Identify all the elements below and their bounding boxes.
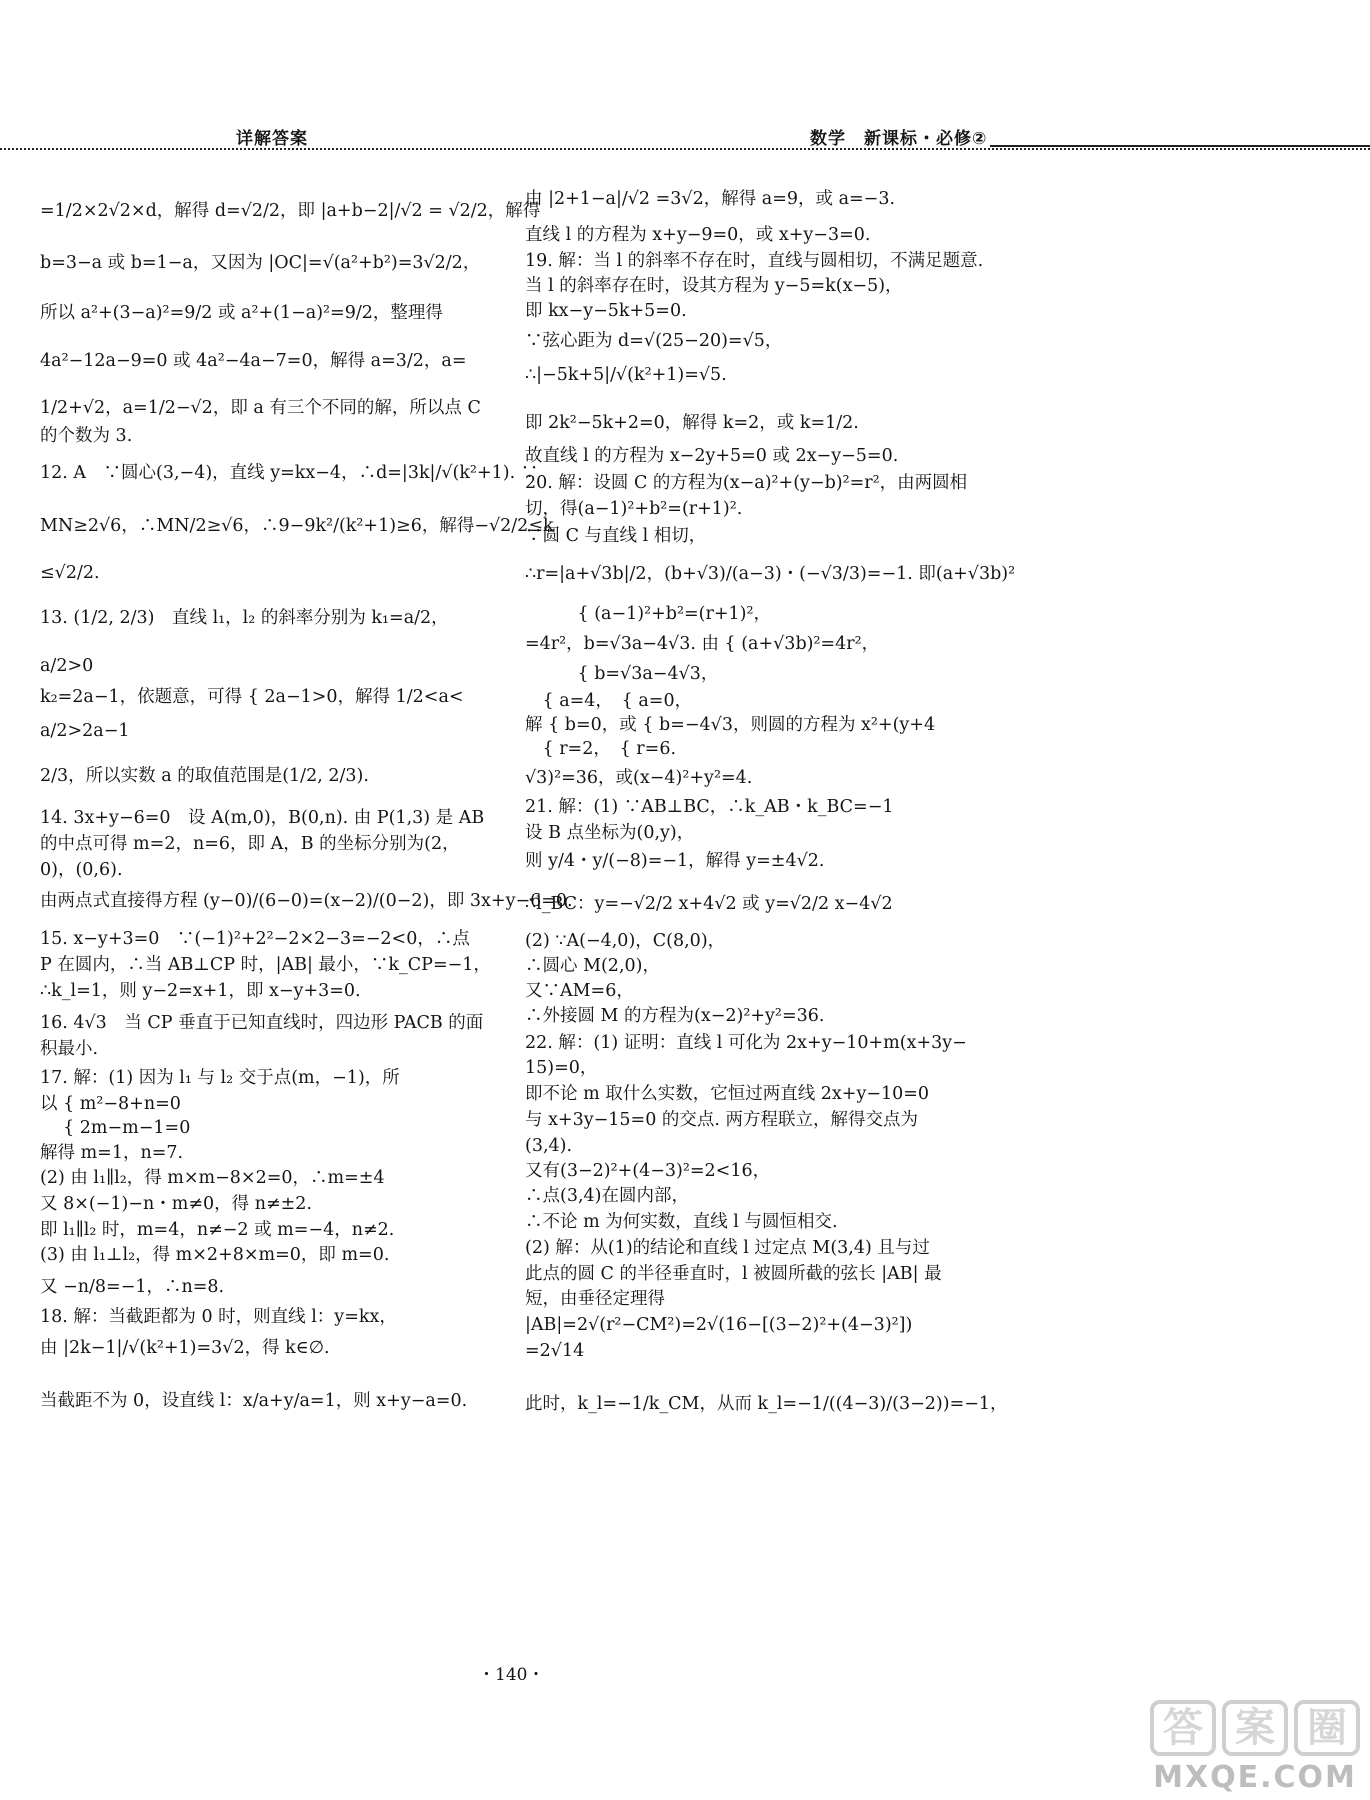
right-line-5: 即 kx−y−5k+5=0. — [525, 301, 687, 321]
left-line-11: a/2>0 — [40, 656, 94, 676]
left-line-2: b=3−a 或 b=1−a，又因为 |OC|=√(a²+b²)=3√2/2， — [40, 253, 481, 273]
right-line-21: 21. 解：(1) ∵AB⊥BC，∴k_AB・k_BC=−1 — [525, 797, 894, 817]
right-line-33: (3,4). — [525, 1136, 573, 1156]
left-line-19: 15. x−y+3=0 ∵(−1)²+2²−2×2−3=−2<0，∴点 — [40, 929, 470, 949]
right-line-27: 又∵AM=6， — [525, 981, 634, 1001]
right-line-20: √3)²=36，或(x−4)²+y²=4. — [525, 768, 753, 788]
right-line-6: ∵弦心距为 d=√(25−20)=√5， — [525, 331, 783, 351]
left-line-34: 由 |2k−1|/√(k²+1)=3√2，得 k∈∅. — [40, 1338, 330, 1358]
right-line-2: 直线 l 的方程为 x+y−9=0，或 x+y−3=0. — [525, 225, 871, 245]
header-solid-rule — [990, 145, 1370, 147]
left-line-26: { 2m−m−1=0 — [40, 1118, 191, 1138]
right-line-30: 15)=0， — [525, 1058, 598, 1078]
right-line-31: 即不论 m 取什么实数，它恒过两直线 2x+y−10=0 — [525, 1084, 930, 1104]
watermark-logo — [1150, 1700, 1360, 1796]
running-header-right: 数学 新课标・必修② — [810, 129, 988, 149]
left-line-25: 以 { m²−8+n=0 — [40, 1094, 181, 1114]
right-line-19: { r=2， { r=6. — [525, 739, 677, 759]
left-line-24: 17. 解：(1) 因为 l₁ 与 l₂ 交于点(m，−1)，所 — [40, 1068, 400, 1088]
left-line-29: 又 8×(−1)−n・m≠0，得 n≠±2. — [40, 1194, 312, 1214]
header-dotted-rule — [0, 148, 1370, 153]
left-line-1: =1/2×2√2×d，解得 d=√2/2，即 |a+b−2|/√2 = √2/2，解得 — [40, 201, 541, 221]
left-line-22: 16. 4√3 当 CP 垂直于已知直线时，四边形 PACB 的面 — [40, 1013, 484, 1033]
left-line-21: ∴k_l=1，则 y−2=x+1，即 x−y+3=0. — [40, 981, 361, 1001]
left-line-5: 1/2+√2，a=1/2−√2，即 a 有三个不同的解，所以点 C — [40, 398, 481, 418]
right-line-9: 故直线 l 的方程为 x−2y+5=0 或 2x−y−5=0. — [525, 446, 899, 466]
right-line-7: ∴|−5k+5|/√(k²+1)=√5. — [525, 365, 727, 385]
left-line-4: 4a²−12a−9=0 或 4a²−4a−7=0，解得 a=3/2，a= — [40, 351, 467, 371]
right-line-35: ∴点(3,4)在圆内部， — [525, 1186, 689, 1206]
watermark-domain: MXQE.COM — [1153, 1760, 1357, 1795]
left-line-16: 的中点可得 m=2，n=6，即 A，B 的坐标分别为(2， — [40, 834, 460, 854]
right-line-40: |AB|=2√(r²−CM²)=2√(16−[(3−2)²+(4−3)²]) — [525, 1315, 913, 1335]
left-line-8: MN≥2√6，∴MN/2≥√6，∴9−9k²/(k²+1)≥6，解得−√2/2≤k — [40, 516, 554, 536]
right-line-11: 切，得(a−1)²+b²=(r+1)². — [525, 499, 743, 519]
left-line-17: 0)，(0,6). — [40, 860, 123, 880]
right-line-42: 此时，k_l=−1/k_CM，从而 k_l=−1/((4−3)/(3−2))=−1， — [525, 1394, 1008, 1414]
left-line-3: 所以 a²+(3−a)²=9/2 或 a²+(1−a)²=9/2，整理得 — [40, 303, 443, 323]
right-line-3: 19. 解：当 l 的斜率不存在时，直线与圆相切，不满足题意. — [525, 251, 984, 271]
right-line-22: 设 B 点坐标为(0,y)， — [525, 823, 695, 843]
watermark-char-2: 案 — [1222, 1700, 1288, 1756]
right-line-16: { b=√3a−4√3， — [525, 664, 719, 684]
right-line-41: =2√14 — [525, 1341, 585, 1361]
right-line-23: 则 y/4・y/(−8)=−1，解得 y=±4√2. — [525, 851, 825, 871]
right-line-26: ∴圆心 M(2,0)， — [525, 956, 660, 976]
left-line-33: 18. 解：当截距都为 0 时，则直线 l：y=kx， — [40, 1307, 397, 1327]
left-line-31: (3) 由 l₁⊥l₂，得 m×2+8×m=0，即 m=0. — [40, 1245, 390, 1265]
right-line-14: { (a−1)²+b²=(r+1)²， — [525, 604, 771, 624]
left-line-18: 由两点式直接得方程 (y−0)/(6−0)=(x−2)/(0−2)，即 3x+y−6=0. — [40, 891, 573, 911]
left-line-32: 又 −n/8=−1，∴n=8. — [40, 1277, 225, 1297]
left-line-9: ≤√2/2. — [40, 563, 100, 583]
left-line-10: 13. (1/2, 2/3) 直线 l₁，l₂ 的斜率分别为 k₁=a/2， — [40, 608, 449, 628]
running-header-left: 详解答案 — [236, 129, 308, 149]
watermark-char-1: 答 — [1150, 1700, 1216, 1756]
page-number: ・140・ — [478, 1665, 545, 1685]
right-line-15: =4r²，b=√3a−4√3. 由 { (a+√3b)²=4r²， — [525, 634, 880, 654]
right-line-36: ∴不论 m 为何实数，直线 l 与圆恒相交. — [525, 1212, 838, 1232]
left-line-35: 当截距不为 0，设直线 l：x/a+y/a=1，则 x+y−a=0. — [40, 1391, 468, 1411]
right-line-12: ∵圆 C 与直线 l 相切， — [525, 526, 707, 546]
right-line-1: 由 |2+1−a|/√2 =3√2，解得 a=9，或 a=−3. — [525, 189, 896, 209]
right-line-25: (2) ∵A(−4,0)，C(8,0)， — [525, 931, 726, 951]
left-line-15: 14. 3x+y−6=0 设 A(m,0)，B(0,n). 由 P(1,3) 是 AB — [40, 808, 485, 828]
right-line-39: 短，由垂径定理得 — [525, 1289, 665, 1309]
left-line-6: 的个数为 3. — [40, 426, 133, 446]
right-line-37: (2) 解：从(1)的结论和直线 l 过定点 M(3,4) 且与过 — [525, 1238, 930, 1258]
right-line-17: { a=4， { a=0， — [525, 691, 693, 711]
left-line-20: P 在圆内，∴当 AB⊥CP 时，|AB| 最小，∵k_CP=−1， — [40, 955, 491, 975]
right-line-18: 解 { b=0，或 { b=−4√3，则圆的方程为 x²+(y+4 — [525, 715, 936, 735]
left-line-27: 解得 m=1，n=7. — [40, 1143, 184, 1163]
right-line-29: 22. 解：(1) 证明：直线 l 可化为 2x+y−10+m(x+3y− — [525, 1033, 967, 1053]
right-line-24: ∴l_BC：y=−√2/2 x+4√2 或 y=√2/2 x−4√2 — [525, 894, 893, 914]
left-line-30: 即 l₁∥l₂ 时，m=4，n≠−2 或 m=−4，n≠2. — [40, 1220, 395, 1240]
right-line-13: ∴r=|a+√3b|/2，(b+√3)/(a−3)・(−√3/3)=−1. 即(a+√3b)² — [525, 564, 1016, 584]
right-line-4: 当 l 的斜率存在时，设其方程为 y−5=k(x−5)， — [525, 276, 903, 296]
left-line-13: a/2>2a−1 — [40, 721, 130, 741]
right-line-32: 与 x+3y−15=0 的交点. 两方程联立，解得交点为 — [525, 1110, 919, 1130]
right-line-8: 即 2k²−5k+2=0，解得 k=2，或 k=1/2. — [525, 413, 859, 433]
right-line-34: 又有(3−2)²+(4−3)²=2<16， — [525, 1161, 771, 1181]
left-line-23: 积最小. — [40, 1039, 99, 1059]
left-line-28: (2) 由 l₁∥l₂，得 m×m−8×2=0，∴m=±4 — [40, 1168, 385, 1188]
watermark-char-3: 圈 — [1294, 1700, 1360, 1756]
right-line-38: 此点的圆 C 的半径垂直时，l 被圆所截的弦长 |AB| 最 — [525, 1264, 942, 1284]
left-line-7: 12. A ∵圆心(3,−4)，直线 y=kx−4，∴d=|3k|/√(k²+1). ∵ — [40, 463, 539, 483]
right-line-28: ∴外接圆 M 的方程为(x−2)²+y²=36. — [525, 1006, 825, 1026]
left-line-14: 2/3，所以实数 a 的取值范围是(1/2, 2/3). — [40, 766, 369, 786]
right-line-10: 20. 解：设圆 C 的方程为(x−a)²+(y−b)²=r²，由两圆相 — [525, 473, 968, 493]
watermark-badge — [1150, 1700, 1360, 1756]
left-line-12: k₂=2a−1，依题意，可得 { 2a−1>0，解得 1/2<a< — [40, 687, 464, 707]
